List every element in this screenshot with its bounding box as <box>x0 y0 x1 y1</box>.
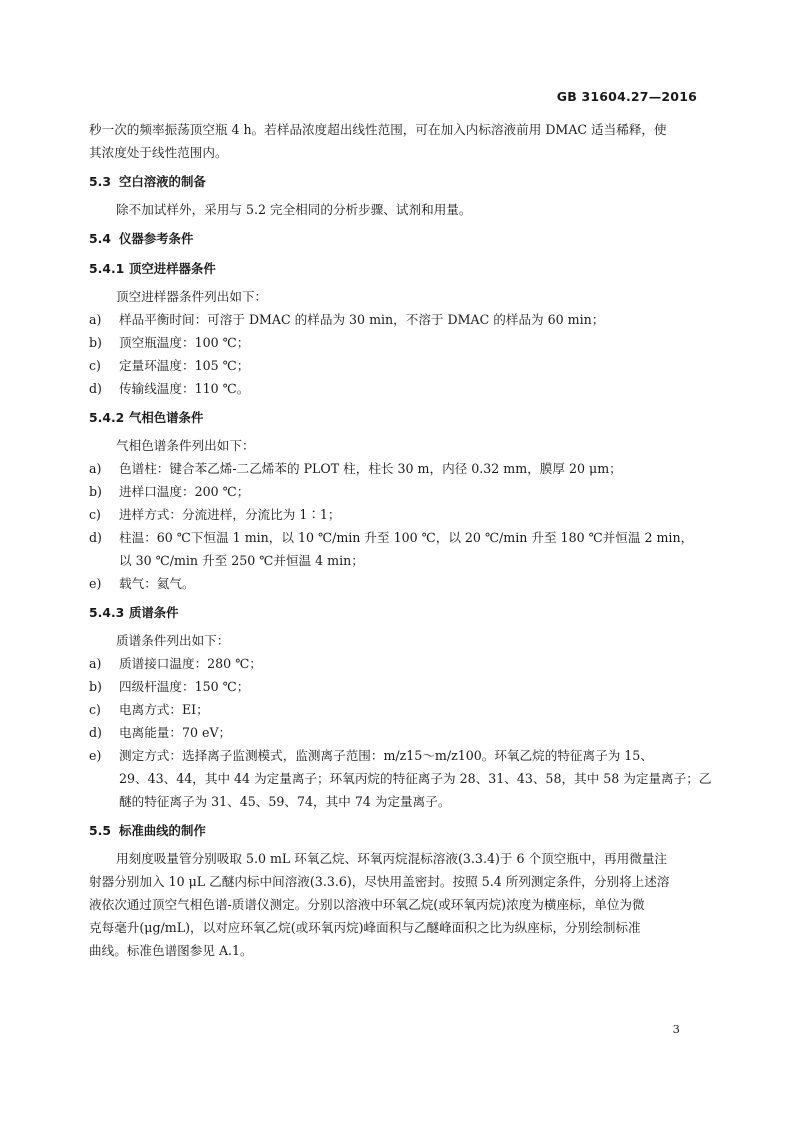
section-title: 标准曲线的制作 <box>119 823 206 838</box>
item-text: 进样方式：分流进样，分流比为 1∶1； <box>119 507 341 522</box>
paragraph-line: 用刻度吸量管分别吸取 5.0 mL 环氧乙烷、环氧丙烷混标溶液(3.3.4)于 6 个顶空瓶中，再用微量注 <box>116 851 668 866</box>
list-item <box>89 652 709 675</box>
section-heading-5-4-2 <box>89 406 709 430</box>
list-item <box>89 721 709 744</box>
item-marker: d) <box>89 530 102 545</box>
section-number: 5.4.2 <box>89 410 125 425</box>
list-item <box>89 526 709 572</box>
item-text: 醚的特征离子为 31、45、59、74，其中 74 为定量离子。 <box>119 794 451 809</box>
list-item <box>89 698 709 721</box>
document-body <box>89 118 712 962</box>
section-title: 空白溶液的制备 <box>119 174 206 189</box>
item-marker: d) <box>89 725 102 740</box>
section-heading-5-4 <box>89 227 709 251</box>
item-marker: c) <box>89 358 101 373</box>
item-text: 载气：氦气。 <box>119 576 195 591</box>
item-text: 样品平衡时间：可溶于 DMAC 的样品为 30 min，不溶于 DMAC 的样品为 60 min； <box>119 312 605 327</box>
list-lead: 气相色谱条件列出如下： <box>116 438 255 453</box>
section-number: 5.4 <box>89 231 111 246</box>
item-text: 电离能量：70 eV； <box>119 725 232 740</box>
list-item <box>89 572 709 595</box>
item-text: 顶空瓶温度：100 ℃； <box>119 335 250 350</box>
item-marker: c) <box>89 507 101 522</box>
item-marker: a) <box>89 656 102 671</box>
item-text: 色谱柱：键合苯乙烯-二乙烯苯的 PLOT 柱，柱长 30 m，内径 0.32 mm，膜厚 20 μm； <box>119 461 622 476</box>
section-title: 仪器参考条件 <box>119 231 194 246</box>
paragraph-5-5 <box>89 847 709 962</box>
section-title: 质谱条件 <box>129 605 179 620</box>
section-heading-5-5 <box>89 819 709 843</box>
intro-paragraph <box>89 118 709 164</box>
list-item <box>89 457 709 480</box>
section-number: 5.4.3 <box>89 605 125 620</box>
list-item <box>89 331 709 354</box>
section-text: 除不加试样外，采用与 5.2 完全相同的分析步骤、试剂和用量。 <box>116 202 472 217</box>
paragraph-line: 曲线。标准色谱图参见 A.1。 <box>89 943 253 958</box>
section-number: 5.4.1 <box>89 261 125 276</box>
item-text: 质谱接口温度：280 ℃； <box>119 656 262 671</box>
list-lead: 质谱条件列出如下： <box>116 633 230 648</box>
section-title: 顶空进样器条件 <box>129 261 216 276</box>
list-item <box>89 480 709 503</box>
list-item <box>89 354 709 377</box>
item-text: 测定方式：选择离子监测模式，监测离子范围：m/z15～m/z100。环氧乙烷的特征离子为 15、 <box>119 748 653 763</box>
paragraph-line: 射器分别加入 10 μL 乙醚内标中间溶液(3.3.6)，尽快用盖密封。按照 5.4 所列测定条件，分别将上述溶 <box>89 874 670 889</box>
paragraph-line: 秒一次的频率振荡顶空瓶 4 h。若样品浓度超出线性范围，可在加入内标溶液前用 DMAC 适当稀释，使 <box>89 122 667 137</box>
list-item <box>89 503 709 526</box>
item-text: 以 30 ℃/min 升至 250 ℃并恒温 4 min； <box>119 553 364 568</box>
list-item <box>89 377 709 400</box>
item-marker: a) <box>89 461 102 476</box>
section-heading-5-3 <box>89 170 709 194</box>
item-text: 柱温：60 ℃下恒温 1 min，以 10 ℃/min 升至 100 ℃，以 20 ℃/min 升至 180 ℃并恒温 2 min， <box>119 530 694 545</box>
page-number: 3 <box>672 1022 680 1036</box>
list-item <box>89 744 712 813</box>
item-marker: e) <box>89 576 102 591</box>
list-item <box>89 308 709 331</box>
item-marker: b) <box>89 335 102 350</box>
item-marker: e) <box>89 748 102 763</box>
section-heading-5-4-3 <box>89 601 709 625</box>
paragraph-line: 液依次通过顶空气相色谱-质谱仪测定。分别以溶液中环氧乙烷(或环氧丙烷)浓度为横座标，单位为微 <box>89 897 645 912</box>
section-heading-5-4-1 <box>89 257 709 281</box>
standard-number: GB 31604.27—2016 <box>556 89 697 104</box>
item-text: 进样口温度：200 ℃； <box>119 484 250 499</box>
list-item <box>89 675 709 698</box>
item-text: 传输线温度：110 ℃。 <box>119 381 250 396</box>
paragraph-line: 克每毫升(μg/mL)，以对应环氧乙烷(或环氧丙烷)峰面积与乙醚峰面积之比为纵座标，分别绘制标准 <box>89 920 641 935</box>
item-text: 29、43、44，其中 44 为定量离子；环氧丙烷的特征离子为 28、31、43、58，其中 58 为定量离子；乙 <box>119 771 712 786</box>
item-text: 定量环温度：105 ℃； <box>119 358 250 373</box>
item-marker: d) <box>89 381 102 396</box>
item-marker: b) <box>89 679 102 694</box>
section-number: 5.3 <box>89 174 111 189</box>
item-marker: b) <box>89 484 102 499</box>
section-title: 气相色谱条件 <box>129 410 204 425</box>
list-lead: 顶空进样器条件列出如下： <box>116 289 268 304</box>
item-text: 四级杆温度：150 ℃； <box>119 679 250 694</box>
item-marker: a) <box>89 312 102 327</box>
item-text: 电离方式：EI； <box>119 702 209 717</box>
paragraph-line: 其浓度处于线性范围内。 <box>89 145 228 160</box>
section-number: 5.5 <box>89 823 111 838</box>
item-marker: c) <box>89 702 101 717</box>
